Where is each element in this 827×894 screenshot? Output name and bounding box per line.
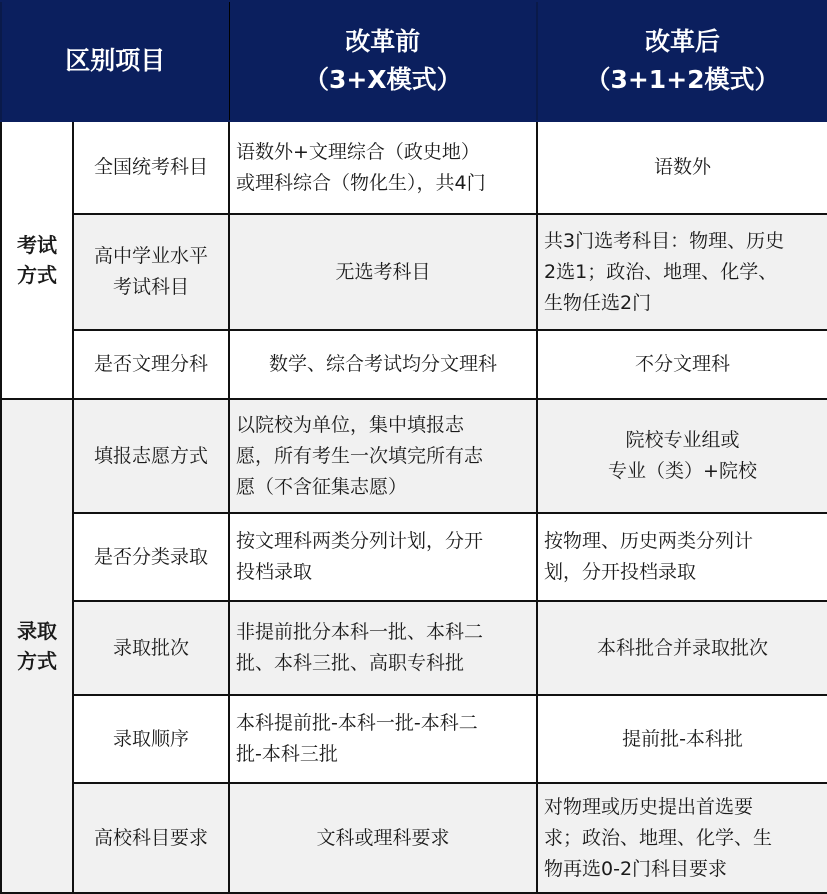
after-text: 按物理、历史两类分列计: [544, 530, 754, 552]
group-label-line: 方式: [17, 263, 57, 287]
item-cell: [73, 121, 229, 214]
after-text: 共3门选考科目：物理、历史: [544, 229, 785, 252]
after-text: 划，分开投档录取: [544, 561, 697, 583]
group-label-line: 方式: [17, 649, 57, 673]
header-item-label: 区别项目: [65, 46, 166, 75]
table-row: [1, 214, 827, 330]
before-cell: [229, 783, 537, 893]
group-cell-exam-method: [1, 121, 73, 399]
before-text: 文科或理科要求: [316, 826, 450, 849]
item-text: 是否分类录取: [94, 545, 209, 568]
before-text: 投档录取: [236, 561, 313, 583]
item-cell: [73, 695, 229, 783]
table-row: [1, 783, 827, 893]
header-before-mode: （3+X模式）: [303, 65, 462, 94]
table-row: [1, 695, 827, 783]
group-cell-admission-method: [1, 399, 73, 893]
before-cell: [229, 330, 537, 399]
before-text: 或理科综合（物化生），共4门: [236, 171, 486, 194]
before-text: 按文理科两类分列计划，分开: [236, 530, 484, 552]
item-cell: [73, 601, 229, 695]
header-before-title: 改革前: [345, 27, 421, 56]
after-text: 语数外: [654, 156, 712, 178]
before-text: 数学、综合考试均分文理科: [269, 353, 498, 375]
before-text: 愿，所有考生一次填完所有志: [236, 444, 484, 467]
after-cell: [537, 513, 827, 601]
item-text: 是否文理分科: [94, 353, 209, 375]
after-text: 2选1；政治、地理、化学、: [544, 260, 778, 283]
header-row: [1, 1, 827, 121]
after-cell: [537, 214, 827, 330]
before-text: 以院校为单位，集中填报志: [236, 413, 465, 436]
table-row: [1, 513, 827, 601]
after-cell: [537, 695, 827, 783]
before-cell: [229, 695, 537, 783]
before-text: 批-本科三批: [236, 743, 338, 765]
item-cell: [73, 330, 229, 399]
after-cell: [537, 399, 827, 513]
before-cell: [229, 399, 537, 513]
after-cell: [537, 330, 827, 399]
header-after-title: 改革后: [645, 27, 721, 56]
before-text: 语数外+文理综合（政史地）: [236, 140, 480, 163]
item-cell: [73, 214, 229, 330]
table-row: [1, 601, 827, 695]
item-text: 录取顺序: [113, 727, 190, 750]
before-cell: [229, 513, 537, 601]
before-text: 愿（不含征集志愿）: [236, 475, 408, 498]
after-cell: [537, 121, 827, 214]
after-text: 求；政治、地理、化学、生: [544, 826, 773, 849]
after-text: 提前批-本科批: [622, 727, 743, 750]
group-label-line: 考试: [17, 233, 57, 257]
after-text: 院校专业组或: [625, 429, 740, 451]
header-after-column: [537, 1, 827, 121]
item-text: 填报志愿方式: [94, 444, 209, 467]
item-cell: [73, 399, 229, 513]
item-text: 考试科目: [113, 276, 190, 298]
item-text: 录取批次: [113, 636, 190, 659]
item-text: 高校科目要求: [94, 826, 209, 849]
before-cell: [229, 601, 537, 695]
table-row: [1, 399, 827, 513]
table-row: [1, 330, 827, 399]
before-cell: [229, 214, 537, 330]
header-before-column: [229, 1, 537, 121]
before-cell: [229, 121, 537, 214]
group-label-line: 录取: [17, 619, 57, 643]
before-text: 无选考科目: [335, 260, 431, 283]
after-cell: [537, 783, 827, 893]
item-cell: [73, 513, 229, 601]
after-text: 生物任选2门: [544, 291, 652, 314]
item-cell: [73, 783, 229, 893]
before-text: 本科提前批-本科一批-本科二: [236, 712, 478, 734]
after-cell: [537, 601, 827, 695]
after-text: 专业（类）+院校: [608, 460, 757, 482]
after-text: 本科批合并录取批次: [597, 636, 769, 659]
after-text: 物再选0-2门科目要求: [544, 857, 728, 880]
after-text: 对物理或历史提出首选要: [544, 795, 754, 818]
header-after-mode: （3+1+2模式）: [585, 65, 780, 94]
item-text: 全国统考科目: [94, 156, 209, 178]
item-text: 高中学业水平: [94, 245, 209, 267]
table-row: [1, 121, 827, 214]
after-text: 不分文理科: [635, 353, 731, 375]
header-item-column: [1, 1, 229, 121]
before-text: 批、本科三批、高职专科批: [236, 652, 465, 674]
before-text: 非提前批分本科一批、本科二: [236, 621, 484, 643]
